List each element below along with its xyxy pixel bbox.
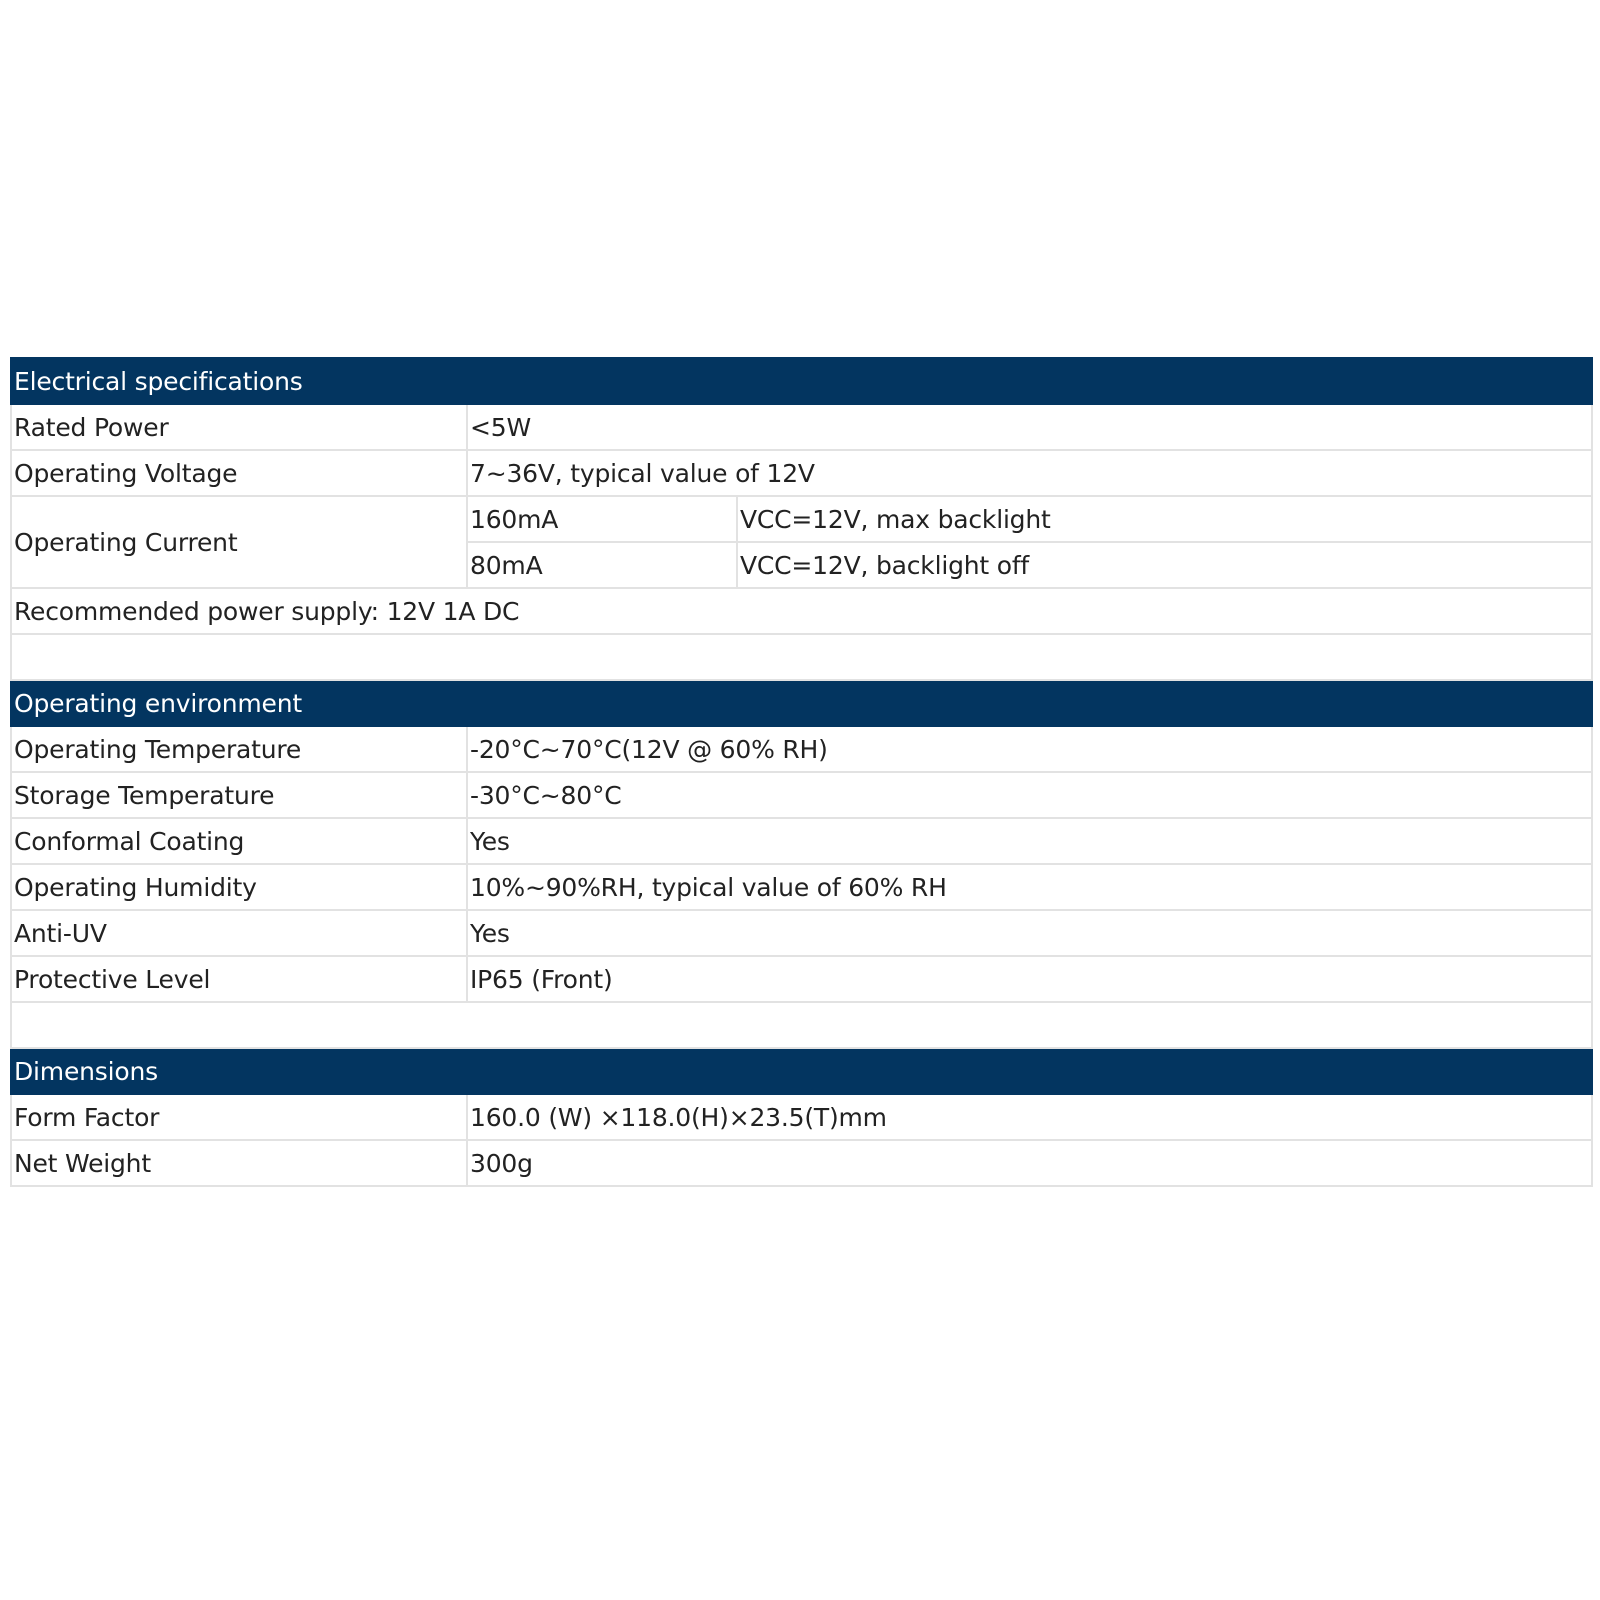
spec-note: Recommended power supply: 12V 1A DC [11, 588, 1592, 634]
spec-label: Storage Temperature [11, 772, 467, 818]
spec-label: Anti-UV [11, 910, 467, 956]
empty-cell [11, 634, 1592, 680]
table-row [11, 956, 1592, 1002]
table-row [11, 496, 1592, 542]
spec-value: -20°C~70°C(12V @ 60% RH) [467, 726, 1592, 772]
section-header-environment [11, 680, 1592, 726]
spec-value: 160.0 (W) ×118.0(H)×23.5(T)mm [467, 1094, 1592, 1140]
spec-condition: VCC=12V, max backlight [737, 496, 1592, 542]
spec-value: 300g [467, 1140, 1592, 1186]
table-row [11, 1140, 1592, 1186]
spec-value: Yes [467, 818, 1592, 864]
table-row [11, 864, 1592, 910]
section-title: Dimensions [11, 1048, 1592, 1094]
spec-value: <5W [467, 404, 1592, 450]
spec-label: Rated Power [11, 404, 467, 450]
spec-label: Conformal Coating [11, 818, 467, 864]
table-row [11, 404, 1592, 450]
section-header-electrical [11, 358, 1592, 404]
spec-condition: VCC=12V, backlight off [737, 542, 1592, 588]
spec-value: Yes [467, 910, 1592, 956]
spec-value: 80mA [467, 542, 737, 588]
spec-label: Protective Level [11, 956, 467, 1002]
spec-value: 7~36V, typical value of 12V [467, 450, 1592, 496]
spec-value: IP65 (Front) [467, 956, 1592, 1002]
table-row [11, 818, 1592, 864]
table-row [11, 772, 1592, 818]
spacer-row [11, 1002, 1592, 1048]
spec-label: Operating Voltage [11, 450, 467, 496]
section-title: Operating environment [11, 680, 1592, 726]
spec-label: Operating Current [11, 496, 467, 588]
spec-value: -30°C~80°C [467, 772, 1592, 818]
table-row [11, 450, 1592, 496]
table-row [11, 726, 1592, 772]
table-row [11, 588, 1592, 634]
spec-label: Net Weight [11, 1140, 467, 1186]
table-row [11, 1094, 1592, 1140]
empty-cell [11, 1002, 1592, 1048]
spec-value: 160mA [467, 496, 737, 542]
spec-label: Operating Temperature [11, 726, 467, 772]
spacer-row [11, 634, 1592, 680]
section-title: Electrical specifications [11, 358, 1592, 404]
spec-label: Form Factor [11, 1094, 467, 1140]
table-row [11, 910, 1592, 956]
section-header-dimensions [11, 1048, 1592, 1094]
spec-value: 10%~90%RH, typical value of 60% RH [467, 864, 1592, 910]
spec-label: Operating Humidity [11, 864, 467, 910]
spec-table [10, 357, 1593, 1187]
